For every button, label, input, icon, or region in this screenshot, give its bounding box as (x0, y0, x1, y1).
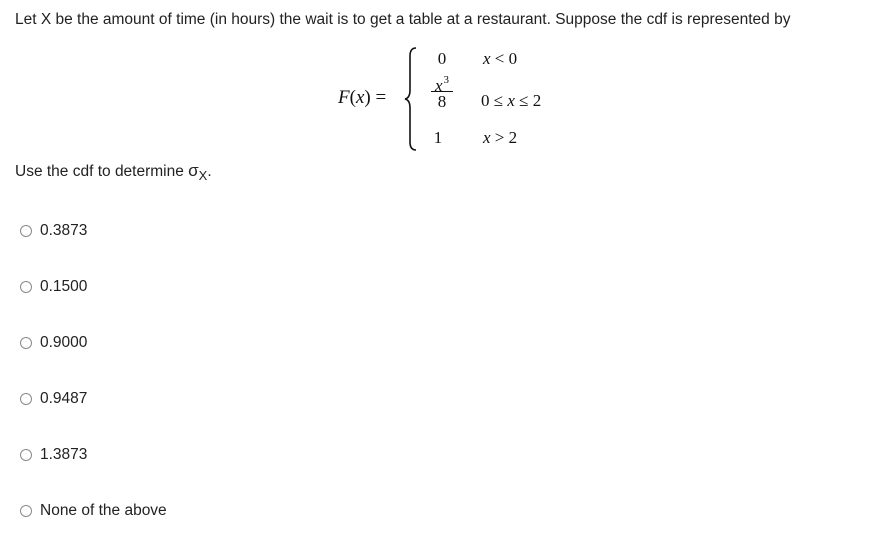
option-6[interactable] (20, 502, 167, 520)
option-2-label: 0.1500 (40, 278, 88, 295)
option-5[interactable] (20, 446, 87, 464)
fraction-denominator: 8 (437, 92, 447, 111)
prompt-lead: Use the cdf to determine (15, 163, 189, 180)
sigma-letter: σ (188, 161, 199, 180)
radio-circle-icon[interactable] (20, 281, 32, 293)
radio-circle-icon[interactable] (20, 449, 32, 461)
formula-var: x (355, 87, 365, 108)
prompt-end: . (207, 163, 212, 180)
option-3-label: 0.9000 (40, 334, 88, 351)
radio-circle-icon[interactable] (20, 225, 32, 237)
case-2-fraction (428, 70, 456, 111)
radio-circle-icon[interactable] (20, 393, 32, 405)
case-2-prefix: 0 ≤ (481, 91, 508, 110)
case-3-rest: > 2 (490, 128, 518, 147)
sigma-subscript: X (198, 168, 208, 183)
option-2[interactable] (20, 278, 87, 296)
prompt-text (15, 161, 212, 183)
formula-fn: F (338, 87, 350, 108)
option-1[interactable] (20, 222, 87, 240)
option-6-label: None of the above (40, 502, 167, 519)
case-2-var: x (507, 91, 515, 110)
cdf-formula (338, 46, 598, 152)
case-1-rest: < 0 (490, 49, 518, 68)
option-1-label: 0.3873 (40, 222, 88, 239)
numerator-exponent: 3 (443, 74, 450, 86)
formula-lhs: F(x) = (338, 87, 387, 108)
case-3-condition (483, 128, 517, 148)
case-1-value: 0 (437, 49, 447, 68)
left-brace-icon (404, 46, 418, 152)
radio-circle-icon[interactable] (20, 337, 32, 349)
question-text: Let X be the amount of time (in hours) the wait is to get a table at a restaurant. Suppose the cdf is represented by (15, 11, 791, 28)
case-3-value: 1 (433, 128, 443, 147)
fraction-numerator (428, 70, 456, 95)
radio-circle-icon[interactable] (20, 505, 32, 517)
numerator-base: x (434, 76, 443, 95)
case-1-condition (483, 49, 517, 69)
case-2-rest: ≤ 2 (514, 91, 542, 110)
option-5-label: 1.3873 (40, 446, 88, 463)
option-3[interactable] (20, 334, 87, 352)
option-4[interactable] (20, 390, 87, 408)
case-1-var: x (483, 49, 491, 68)
case-2-condition (481, 91, 541, 111)
sigma-symbol (188, 161, 208, 183)
option-4-label: 0.9487 (40, 390, 88, 407)
case-3-var: x (483, 128, 491, 147)
